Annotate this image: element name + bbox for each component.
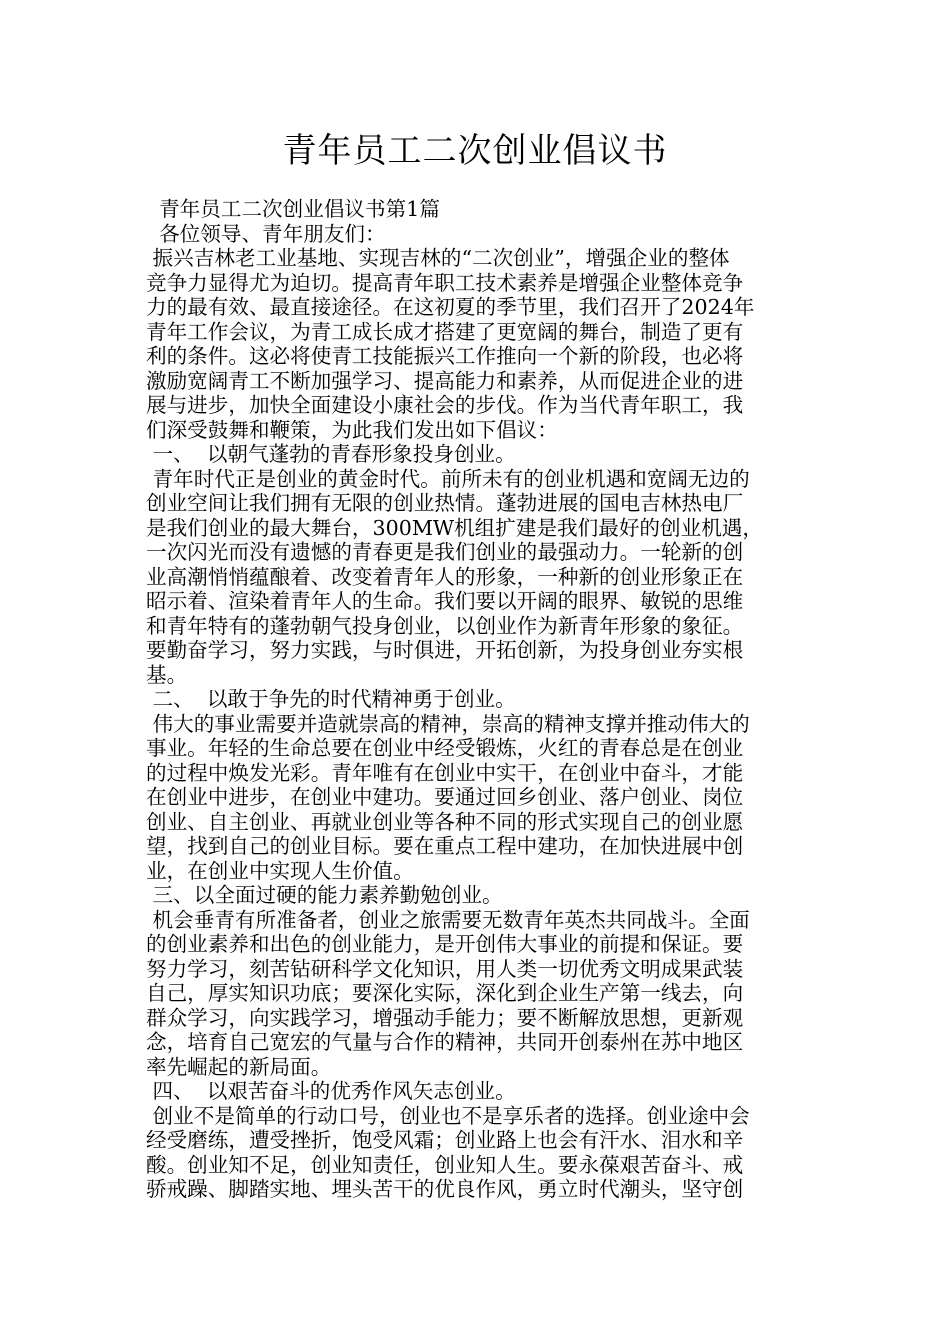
body-line: 群众学习，向实践学习，增强动手能力；要不断解放思想，更新观 bbox=[146, 1005, 744, 1030]
body-line: 伟大的事业需要并造就崇高的精神，崇高的精神支撑并推动伟大的 bbox=[146, 711, 750, 736]
body-line: 是我们创业的最大舞台，300MW机组扩建是我们最好的创业机遇， bbox=[146, 515, 763, 540]
body-line: 自己，厚实知识功底；要深化实际，深化到企业生产第一线去，向 bbox=[146, 981, 744, 1005]
body-line: 业高潮悄悄蕴酿着、改变着青年人的形象，一种新的创业形象正在 bbox=[146, 564, 744, 589]
body-line: 各位领导、青年朋友们： bbox=[146, 221, 386, 246]
body-line: 在创业中进步，在创业中建功。要通过回乡创业、落户创业、岗位 bbox=[146, 785, 744, 809]
body-line: 骄戒躁、脚踏实地、埋头苦干的优良作风，勇立时代潮头，坚守创 bbox=[146, 1177, 744, 1201]
body-line: 四、 以艰苦奋斗的优秀作风矢志创业。 bbox=[146, 1079, 516, 1103]
body-line: 创业空间让我们拥有无限的创业热情。蓬勃进展的国电吉林热电厂 bbox=[146, 491, 744, 515]
body-line: 三、以全面过硬的能力素养勤勉创业。 bbox=[146, 883, 503, 907]
body-line: 基。 bbox=[146, 662, 188, 687]
body-line: 力的最有效、最直接途径。在这初夏的季节里，我们召开了2024年 bbox=[146, 295, 755, 319]
body-line: 竞争力显得尤为迫切。提高青年职工技术素养是增强企业整体竞争 bbox=[146, 270, 744, 295]
body-line: 创业、自主创业、再就业创业等各种不同的形式实现自己的创业愿 bbox=[146, 809, 744, 834]
body-line: 一、 以朝气蓬勃的青春形象投身创业。 bbox=[146, 442, 516, 466]
body-line: 努力学习，刻苦钻研科学文化知识，用人类一切优秀文明成果武装 bbox=[146, 956, 744, 981]
body-line: 一次闪光而没有遗憾的青春更是我们创业的最强动力。一轮新的创 bbox=[146, 540, 744, 564]
body-line: 展与进步，加快全面建设小康社会的步伐。作为当代青年职工，我 bbox=[146, 393, 744, 417]
body-line: 们深受鼓舞和鞭策，为此我们发出如下倡议： bbox=[146, 417, 558, 442]
body-line: 青年工作会议，为青工成长成才搭建了更宽阔的舞台，制造了更有 bbox=[146, 319, 744, 344]
document-body bbox=[146, 197, 810, 1202]
body-line: 望，找到自己的创业目标。要在重点工程中建功，在加快进展中创 bbox=[146, 834, 744, 858]
body-line: 激励宽阔青工不断加强学习、提高能力和素养，从而促进企业的进 bbox=[146, 368, 744, 393]
body-line: 和青年特有的蓬勃朝气投身创业，以创业作为新青年形象的象征。 bbox=[146, 613, 744, 638]
body-line: 青年时代正是创业的黄金时代。前所未有的创业机遇和宽阔无边的 bbox=[146, 466, 750, 491]
body-line: 利的条件。这必将使青工技能振兴工作推向一个新的阶段，也必将 bbox=[146, 344, 744, 368]
body-line: 事业。年轻的生命总要在创业中经受锻炼，火红的青春总是在创业 bbox=[146, 736, 744, 760]
body-line: 机会垂青有所准备者，创业之旅需要无数青年英杰共同战斗。全面 bbox=[146, 907, 750, 932]
body-line: 率先崛起的新局面。 bbox=[146, 1054, 332, 1079]
document-title: 青年员工二次创业倡议书 bbox=[282, 131, 668, 171]
body-line: 酸。创业知不足，创业知责任，创业知人生。要永葆艰苦奋斗、戒 bbox=[146, 1152, 744, 1177]
body-line: 青年员工二次创业倡议书第1篇 bbox=[146, 197, 440, 221]
body-line: 业，在创业中实现人生价值。 bbox=[146, 858, 414, 883]
body-line: 二、 以敢于争先的时代精神勇于创业。 bbox=[146, 687, 516, 711]
body-line: 振兴吉林老工业基地、实现吉林的“二次创业”，增强企业的整体 bbox=[146, 246, 730, 270]
body-line: 的过程中焕发光彩。青年唯有在创业中实干，在创业中奋斗，才能 bbox=[146, 760, 744, 785]
body-line: 的创业素养和出色的创业能力，是开创伟大事业的前提和保证。要 bbox=[146, 932, 744, 956]
body-line: 要勤奋学习，努力实践，与时俱进，开拓创新，为投身创业夯实根 bbox=[146, 638, 744, 662]
body-line: 创业不是简单的行动口号，创业也不是享乐者的选择。创业途中会 bbox=[146, 1103, 750, 1128]
body-line: 昭示着、渲染着青年人的生命。我们要以开阔的眼界、敏锐的思维 bbox=[146, 589, 744, 613]
body-line: 念，培育自己宽宏的气量与合作的精神，共同开创泰州在苏中地区 bbox=[146, 1030, 744, 1054]
body-line: 经受磨练，遭受挫折，饱受风霜；创业路上也会有汗水、泪水和辛 bbox=[146, 1128, 744, 1152]
